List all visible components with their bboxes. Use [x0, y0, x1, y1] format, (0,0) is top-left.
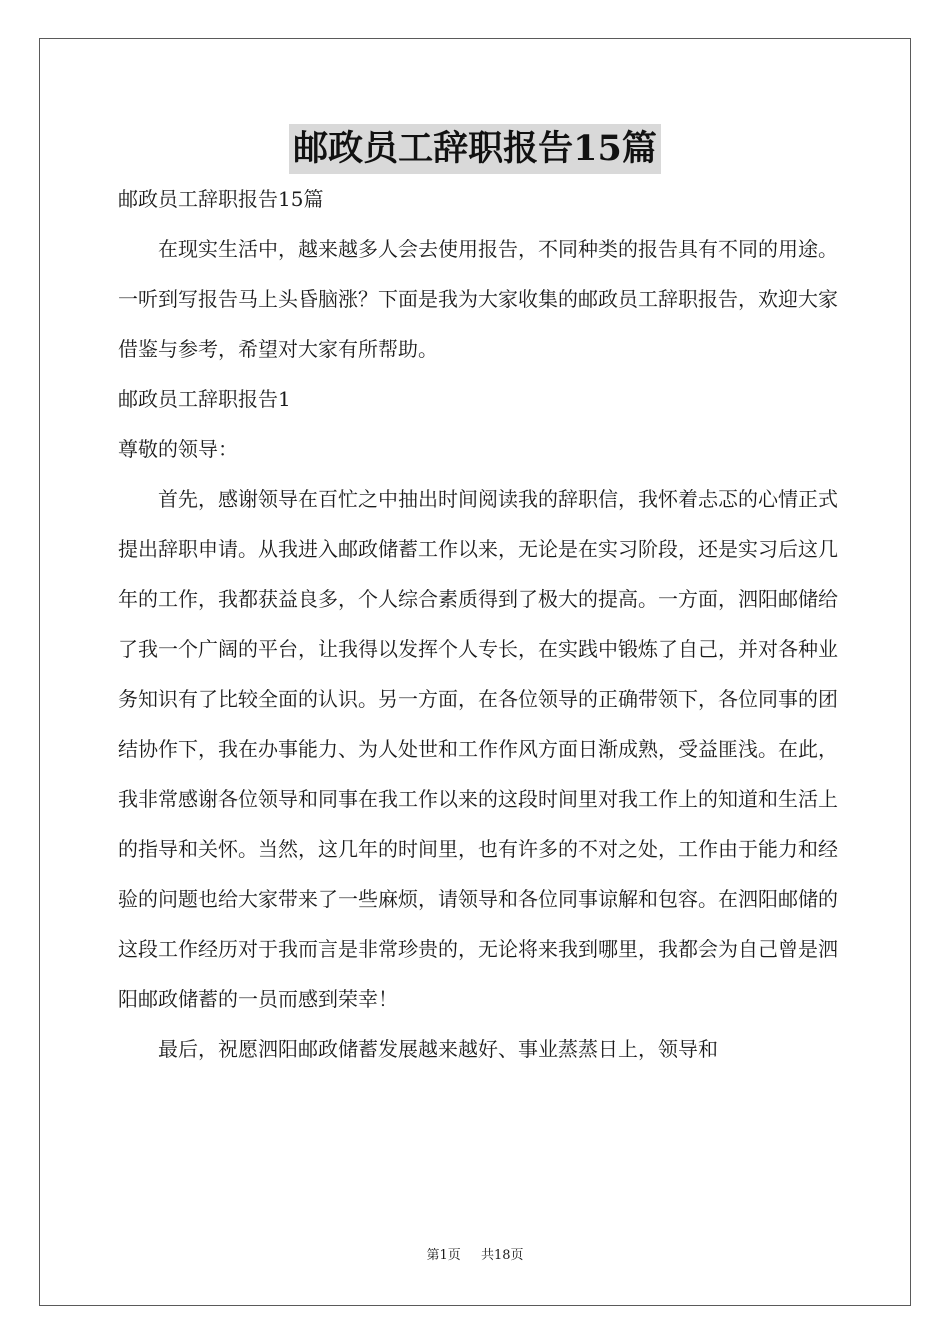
page-footer	[0, 1247, 950, 1265]
paragraph: 在现实生活中，越来越多人会去使用报告，不同种类的报告具有不同的用途。一听到写报告马上头昏脑涨？下面是我为大家收集的邮政员工辞职报告，欢迎大家借鉴与参考，希望对大家有所帮助。	[118, 237, 838, 361]
paragraph: 尊敬的领导：	[118, 437, 238, 461]
paragraph: 邮政员工辞职报告15篇	[118, 187, 324, 211]
paragraph: 首先，感谢领导在百忙之中抽出时间阅读我的辞职信，我怀着忐忑的心情正式提出辞职申请。从我进入邮政储蓄工作以来，无论是在实习阶段，还是实习后这几年的工作，我都获益良多，个人综合素质得到了极大的提高。一方面，泗阳邮储给了我一个广阔的平台，让我得以发挥个人专长，在实践中锻炼了自己，并对各种业务知识有了比较全面的认识。另一方面，在各位领导的正确带领下，各位同事的团结协作下，我在办事能力、为人处世和工作作风方面日渐成熟，受益匪浅。在此，我非常感谢各位领导和同事在我工作以来的这段时间里对我工作上的知道和生活上的指导和关怀。当然，这几年的时间里，也有许多的不对之处，工作由于能力和经验的问题也给大家带来了一些麻烦，请领导和各位同事谅解和包容。在泗阳邮储的这段工作经历对于我而言是非常珍贵的，无论将来我到哪里，我都会为自己曾是泗阳邮政储蓄的一员而感到荣幸！	[118, 487, 838, 1011]
page-number: 第1页	[426, 1248, 461, 1263]
paragraph: 最后，祝愿泗阳邮政储蓄发展越来越好、事业蒸蒸日上，领导和	[158, 1037, 718, 1061]
page-total: 共18页	[480, 1248, 524, 1263]
paragraph: 邮政员工辞职报告1	[118, 387, 291, 411]
document-title: 邮政员工辞职报告15篇	[289, 124, 661, 174]
title-wrap	[0, 124, 950, 174]
document-body	[118, 174, 838, 1074]
